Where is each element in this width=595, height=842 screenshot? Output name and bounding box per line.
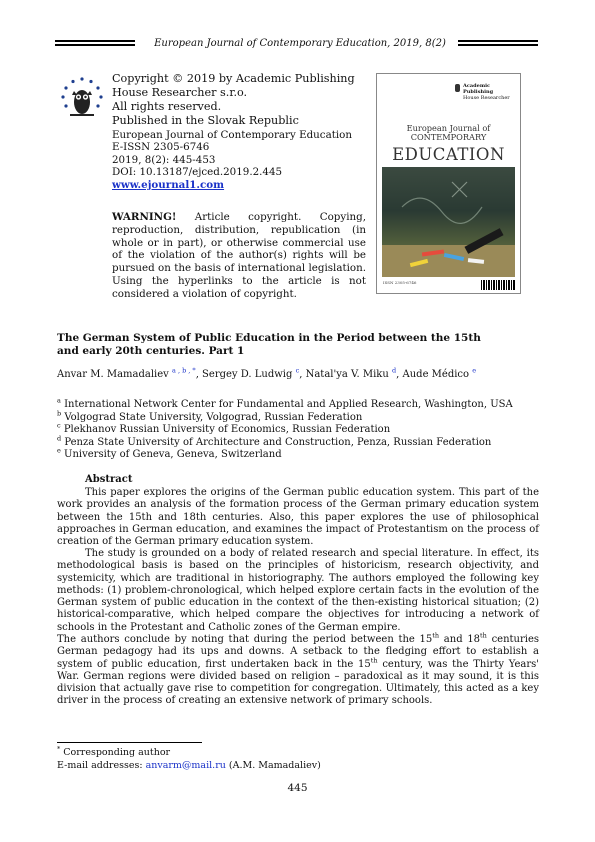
affiliation-list <box>57 396 513 462</box>
copyright-warning <box>112 211 366 301</box>
author-name: , Natal'ya V. Miku <box>299 369 389 380</box>
copyright-line-3: All rights reserved. <box>112 100 222 113</box>
journal-cover-image <box>376 73 521 294</box>
copyright-block <box>112 72 372 128</box>
affiliation-text: Penza State University of Architecture and Construction, Penza, Russian Federation <box>64 436 492 448</box>
header-rule-right-bottom <box>458 44 538 46</box>
author-affiliation-marker: a , b , * <box>172 366 196 375</box>
cover-publisher <box>463 83 517 101</box>
cover-title-line-2: CONTEMPORARY <box>410 132 487 142</box>
author-name: Anvar M. Mamadaliev <box>57 369 169 380</box>
footnote-corresponding-text: Corresponding author <box>63 747 171 758</box>
cover-issn: ISSN 2305-6746 <box>383 280 417 285</box>
affiliation-marker: a <box>57 396 61 405</box>
affiliation-item <box>57 421 513 437</box>
email-link[interactable]: anvarm@mail.ru <box>145 760 226 771</box>
affiliation-text: Volgograd State University, Volgograd, Russian Federation <box>64 411 363 423</box>
journal-issn: E-ISSN 2305-6746 <box>112 141 210 154</box>
email-owner: (A.M. Mamadaliev) <box>225 760 321 771</box>
abstract-paragraph-3 <box>57 631 540 708</box>
affiliation-item <box>57 396 513 412</box>
ordinal-suffix: th <box>370 656 378 665</box>
abstract-heading: Abstract <box>85 474 133 485</box>
copyright-line-4: Published in the Slovak Republic <box>112 114 299 127</box>
footnote-email <box>57 760 321 771</box>
article-title-line-2: and early 20th centuries. Part 1 <box>57 345 245 357</box>
running-header: European Journal of Contemporary Education, 2019, 8(2) <box>154 38 446 49</box>
affiliation-item <box>57 449 513 462</box>
cover-title-small <box>377 124 520 142</box>
cover-chalkboard-photo <box>382 167 515 277</box>
journal-url-link[interactable]: www.ejournal1.com <box>112 178 225 191</box>
journal-doi: DOI: 10.13187/ejced.2019.2.445 <box>112 166 283 179</box>
author-name: , Sergey D. Ludwig <box>195 369 293 380</box>
footnote-corresponding <box>57 744 171 758</box>
affiliation-marker: e <box>57 447 61 456</box>
cover-publisher-line-2: House Researcher <box>463 95 510 101</box>
article-title <box>57 332 537 358</box>
abstract-paragraph-2: The study is grounded on a body of related research and special literature. In effect, its methodological basis is based on the principles of historicism, research objectivity, and systemicity, which are traditional in historiography. The authors employed the following key methods: (1) problem-chronological, which helped explore certain facts in the evolution of the German system of public education in the context of the then-existing historical situation; (2) historical-comparative, which helped compare the objectives for introducing a network of schools in the Protestant and Catholic zones of the German empire. <box>57 548 539 633</box>
author-affiliation-marker: e <box>472 366 477 375</box>
journal-name: European Journal of Contemporary Education <box>112 129 352 141</box>
cover-publisher-line-1: Academic Publishing <box>463 83 494 95</box>
cover-title-line-1: European Journal of <box>406 123 491 133</box>
journal-info-block <box>112 129 372 191</box>
warning-text: Article copyright. Copying, reproduction, distribution, republication (in whole or in part), or otherwise commercial use of the violation of the author(s) rights will be pursued on the basis of international legislation. Using the hyperlinks to the article is not considered a violation of copyright. <box>112 211 366 300</box>
copyright-line-1: Copyright © 2019 by Academic Publishing <box>112 72 355 85</box>
publisher-owl-logo-icon <box>58 75 106 123</box>
affiliation-item <box>57 409 513 425</box>
header-rule-right-top <box>458 40 538 42</box>
header-rule-left-top <box>55 40 135 42</box>
email-label: E-mail addresses: <box>57 760 146 771</box>
abstract-p3-text: and 18 <box>439 634 481 645</box>
warning-label: WARNING! <box>112 211 177 223</box>
affiliation-marker: b <box>57 409 62 418</box>
page-number: 445 <box>287 782 308 794</box>
cover-publisher-logo-icon <box>455 84 460 92</box>
abstract-p3-text: century, was the Thirty Years' War. German regions were divided based on religion – paradoxical as it may sound, it is this division that actually gave rise to competition for congregation. Ultimately, this acted as a key driver in the process of creating an extensive network of primary schools. <box>57 658 539 707</box>
affiliation-marker: c <box>57 421 61 430</box>
abstract-p3-text: centuries German pedagogy had its ups and downs. A setback to the fledging effort to establish a system of public education, first undertaken back in the 15 <box>57 634 540 670</box>
affiliation-marker: d <box>57 434 62 443</box>
header-rule-left-bottom <box>55 44 135 46</box>
author-affiliation-marker: c <box>295 366 300 375</box>
affiliation-text: University of Geneva, Geneva, Switzerland <box>64 449 282 461</box>
copyright-line-2: House Researcher s.r.o. <box>112 86 248 99</box>
article-title-line-1: The German System of Public Education in the Period between the 15th <box>57 332 481 344</box>
author-list <box>57 366 477 380</box>
ordinal-suffix: th <box>480 631 487 640</box>
cover-title-main: EDUCATION <box>392 145 505 164</box>
abstract-paragraph-1: This paper explores the origins of the German public education system. This part of the work provides an analysis of the formation process of the German primary education system between the 15th and 18th centuries. Also, this paper explores the use of philosophical approaches in German education, and examines the impact of Protestantism on the process of creation of the German primary education system. <box>57 487 539 548</box>
abstract-p3-text: The authors conclude by noting that during the period between the 15 <box>57 634 433 645</box>
ordinal-suffix: th <box>432 631 440 640</box>
footnote-marker: * <box>57 744 61 753</box>
affiliation-text: International Network Center for Fundamental and Applied Research, Washington, USA <box>64 399 513 410</box>
journal-issue: 2019, 8(2): 445-453 <box>112 153 216 166</box>
cover-barcode-icon <box>481 280 515 290</box>
author-affiliation-marker: d <box>391 366 397 375</box>
affiliation-text: Plekhanov Russian University of Economics, Russian Federation <box>63 424 391 436</box>
footnote-rule <box>57 742 202 743</box>
author-name: , Aude Médico <box>396 369 470 380</box>
affiliation-item <box>57 434 513 450</box>
